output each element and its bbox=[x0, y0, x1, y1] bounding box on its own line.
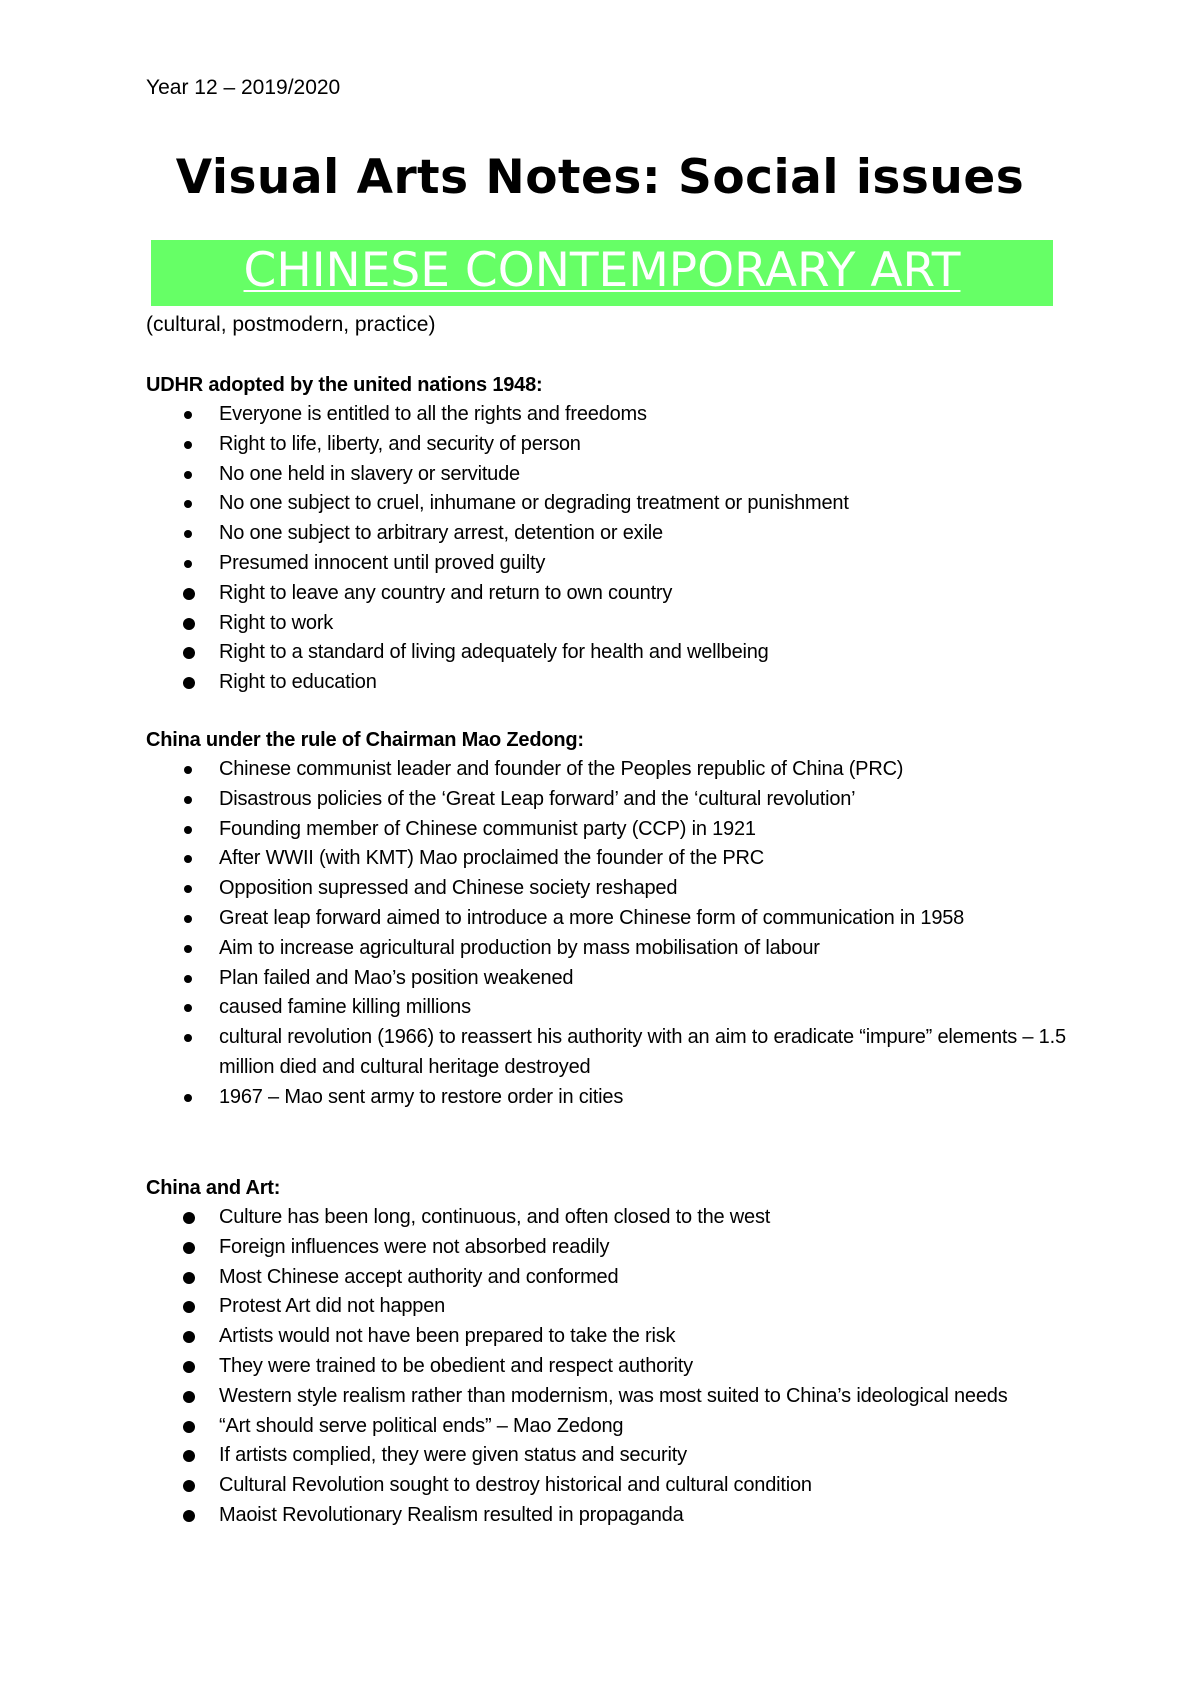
list-item-text: No one held in slavery or servitude bbox=[219, 462, 520, 485]
bullet-icon bbox=[183, 1450, 195, 1462]
list-item bbox=[146, 904, 1066, 934]
list-item bbox=[146, 934, 1066, 964]
bullet-icon bbox=[184, 1094, 192, 1102]
bullet-icon bbox=[184, 560, 192, 568]
list-item bbox=[146, 1023, 1066, 1083]
list-item bbox=[146, 1501, 1066, 1531]
bullet-icon bbox=[183, 647, 195, 659]
bullet-icon bbox=[184, 471, 192, 479]
list-item-text: No one subject to arbitrary arrest, detention or exile bbox=[219, 522, 663, 545]
bullet-icon bbox=[183, 1361, 195, 1373]
bullet-list bbox=[146, 400, 1066, 698]
list-item-text: Opposition supressed and Chinese society reshaped bbox=[219, 877, 678, 900]
bullet-icon bbox=[183, 1301, 195, 1313]
list-item bbox=[146, 964, 1066, 994]
bullet-icon bbox=[184, 500, 192, 508]
bullet-icon bbox=[184, 826, 192, 834]
list-item bbox=[146, 993, 1066, 1023]
bullet-list bbox=[146, 1203, 1066, 1531]
list-item bbox=[146, 785, 1066, 815]
list-item bbox=[146, 1352, 1066, 1382]
list-item-text: cultural revolution (1966) to reassert his authority with an aim to eradicate “impure” elements – 1.5 million died and cultural heritage destroyed bbox=[219, 1026, 1066, 1078]
section-heading: China and Art: bbox=[146, 1177, 281, 1199]
list-item bbox=[146, 1471, 1066, 1501]
list-item bbox=[146, 400, 1066, 430]
bullet-icon bbox=[184, 855, 192, 863]
list-item bbox=[146, 874, 1066, 904]
bullet-icon bbox=[183, 1242, 195, 1254]
list-item-text: If artists complied, they were given status and security bbox=[219, 1444, 687, 1467]
list-item-text: Foreign influences were not absorbed readily bbox=[219, 1235, 610, 1258]
list-item bbox=[146, 844, 1066, 874]
bullet-icon bbox=[184, 411, 192, 419]
list-item bbox=[146, 1083, 1066, 1113]
list-item-text: Cultural Revolution sought to destroy historical and cultural condition bbox=[219, 1474, 812, 1497]
list-item-text: Plan failed and Mao’s position weakened bbox=[219, 966, 574, 989]
list-item bbox=[146, 1292, 1066, 1322]
bullet-icon bbox=[183, 588, 195, 600]
list-item bbox=[146, 1233, 1066, 1263]
list-item bbox=[146, 1322, 1066, 1352]
bullet-icon bbox=[184, 441, 192, 449]
section-heading: UDHR adopted by the united nations 1948: bbox=[146, 374, 543, 396]
list-item-text: caused famine killing millions bbox=[219, 996, 471, 1019]
list-item bbox=[146, 489, 1066, 519]
bullet-icon bbox=[184, 975, 192, 983]
bullet-icon bbox=[184, 1034, 192, 1042]
list-item-text: No one subject to cruel, inhumane or degrading treatment or punishment bbox=[219, 492, 849, 515]
bullet-icon bbox=[184, 945, 192, 953]
list-item bbox=[146, 1382, 1066, 1412]
bullet-icon bbox=[183, 1480, 195, 1492]
list-item-text: Western style realism rather than modernism, was most suited to China’s ideological needs bbox=[219, 1384, 1008, 1407]
list-item bbox=[146, 549, 1066, 579]
list-item-text: Most Chinese accept authority and conformed bbox=[219, 1265, 619, 1288]
bullet-icon bbox=[184, 915, 192, 923]
list-item-text: Protest Art did not happen bbox=[219, 1295, 446, 1318]
list-item-text: Right to education bbox=[219, 671, 377, 694]
list-item-text: “Art should serve political ends” – Mao Zedong bbox=[219, 1414, 624, 1437]
list-item-text: Right to leave any country and return to own country bbox=[219, 581, 673, 604]
china-art-section bbox=[146, 1173, 1066, 1531]
list-item-text: Maoist Revolutionary Realism resulted in propaganda bbox=[219, 1503, 684, 1526]
year-label: Year 12 – 2019/2020 bbox=[146, 76, 341, 99]
list-item bbox=[146, 668, 1066, 698]
list-item-text: Founding member of Chinese communist party (CCP) in 1921 bbox=[219, 817, 756, 840]
bullet-icon bbox=[183, 1391, 195, 1403]
bullet-list bbox=[146, 755, 1066, 1113]
list-item-text: Everyone is entitled to all the rights and freedoms bbox=[219, 403, 647, 425]
list-item bbox=[146, 755, 1066, 785]
list-item-text: Culture has been long, continuous, and often closed to the west bbox=[219, 1206, 771, 1228]
list-item-text: Great leap forward aimed to introduce a more Chinese form of communication in 1958 bbox=[219, 906, 965, 929]
bullet-icon bbox=[184, 766, 192, 774]
list-item-text: Presumed innocent until proved guilty bbox=[219, 551, 546, 574]
list-item bbox=[146, 609, 1066, 639]
section-heading: China under the rule of Chairman Mao Zedong: bbox=[146, 729, 584, 751]
bullet-icon bbox=[184, 1004, 192, 1012]
list-item-text: Chinese communist leader and founder of the Peoples republic of China (PRC) bbox=[219, 758, 904, 780]
list-item bbox=[146, 430, 1066, 460]
bullet-icon bbox=[184, 885, 192, 893]
list-item-text: Aim to increase agricultural production by mass mobilisation of labour bbox=[219, 936, 820, 959]
bullet-icon bbox=[184, 530, 192, 538]
bullet-icon bbox=[184, 796, 192, 804]
list-item-text: Right to work bbox=[219, 611, 334, 634]
list-item bbox=[146, 638, 1066, 668]
list-item-text: 1967 – Mao sent army to restore order in cities bbox=[219, 1085, 624, 1108]
list-item bbox=[146, 579, 1066, 609]
bullet-icon bbox=[183, 1421, 195, 1433]
list-item-text: Right to life, liberty, and security of person bbox=[219, 432, 581, 455]
bullet-icon bbox=[183, 677, 195, 689]
bullet-icon bbox=[183, 1272, 195, 1284]
bullet-icon bbox=[183, 1510, 195, 1522]
list-item-text: After WWII (with KMT) Mao proclaimed the founder of the PRC bbox=[219, 847, 765, 870]
banner-text: CHINESE CONTEMPORARY ART bbox=[243, 243, 961, 298]
section-banner bbox=[151, 240, 1053, 306]
list-item-text: Disastrous policies of the ‘Great Leap forward’ and the ‘cultural revolution’ bbox=[219, 787, 856, 810]
bullet-icon bbox=[183, 1331, 195, 1343]
list-item bbox=[146, 1203, 1066, 1233]
page-title: Visual Arts Notes: Social issues bbox=[175, 150, 1025, 205]
list-item bbox=[146, 1441, 1066, 1471]
list-item bbox=[146, 815, 1066, 845]
bullet-icon bbox=[183, 1212, 195, 1224]
list-item bbox=[146, 460, 1066, 490]
bullet-icon bbox=[183, 618, 195, 630]
list-item-text: Artists would not have been prepared to take the risk bbox=[219, 1325, 676, 1348]
subtitle: (cultural, postmodern, practice) bbox=[146, 313, 436, 336]
list-item bbox=[146, 1263, 1066, 1293]
list-item-text: They were trained to be obedient and respect authority bbox=[219, 1354, 693, 1377]
list-item-text: Right to a standard of living adequately for health and wellbeing bbox=[219, 641, 769, 664]
list-item bbox=[146, 519, 1066, 549]
list-item bbox=[146, 1412, 1066, 1442]
mao-section bbox=[146, 725, 1066, 1113]
udhr-section bbox=[146, 370, 1066, 698]
